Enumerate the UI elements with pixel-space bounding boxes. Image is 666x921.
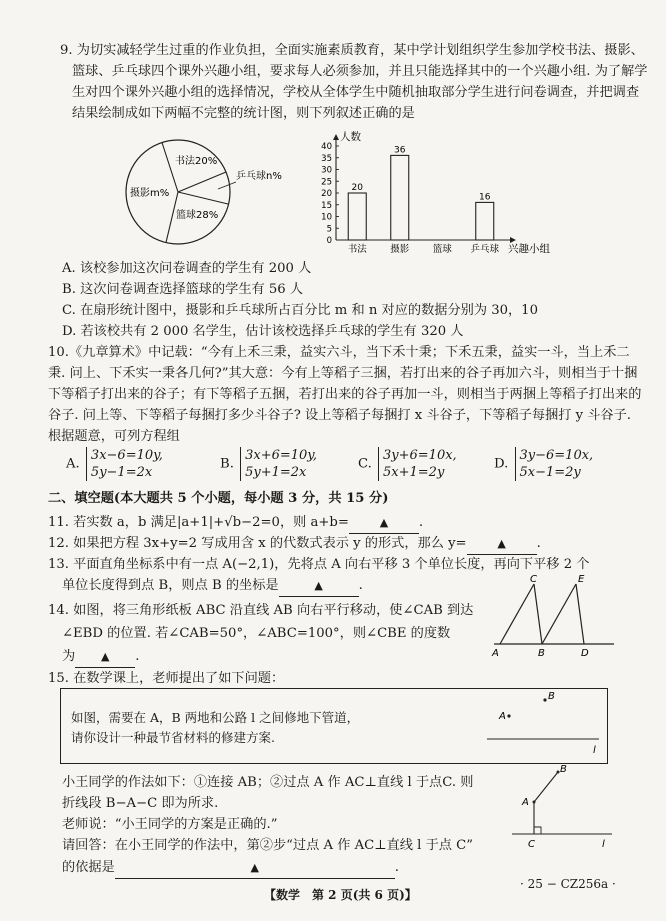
q10-option-a[interactable]	[66, 447, 163, 481]
q11-answer-blank[interactable]	[349, 512, 419, 534]
q15-answer-mark: ▲	[250, 861, 259, 874]
q15-answer-blank[interactable]	[115, 857, 395, 879]
bar-chart-category-label: 乒乓球	[470, 244, 500, 255]
q10-option-c-system	[378, 447, 457, 481]
page-footer-code: · 25 − CZ256a ·	[520, 877, 616, 891]
q10-option-b[interactable]	[220, 447, 317, 481]
question-10-text: 10.《九章算术》中记载：“今有上禾三秉，益实六斗，当下禾十秉；下禾五秉，益实一斗，当上禾二秉. 问上、下禾实一秉各几何?”其大意：今有上等稻子三捆，若打出来的谷子再加六斗，则相当于十捆下等稻子打出来的谷子；有下等稻子五捆，若打出来的谷子再加一斗，则相当于两捆上等稻子打出来的谷子. 问上等、下等稻子每捆打多少斗谷子? 设上等稻子每捆打 x 斗谷子，下等稻子每捆打 y 斗谷子. 根据题意，可列方程组	[48, 345, 642, 444]
sol-fig-label-a: A	[522, 797, 529, 808]
q10-option-d-eq1: 3y−6=10x,	[519, 448, 594, 463]
q12-answer-mark: ▲	[497, 537, 506, 550]
question-13-line1: 13. 平面直角坐标系中有一点 A(−2,1)，先将点 A 向右平移 3 个单位长度，再向下平移 2 个	[48, 557, 590, 572]
q15-reason-text: 的依据是	[62, 860, 115, 875]
bar-chart-ytick-label: 5	[326, 224, 332, 235]
q9-option-c[interactable]: C. 在扇形统计图中，摄影和乒乓球所占百分比 m 和 n 对应的数据分别为 30，10	[62, 303, 538, 318]
sol-fig-label-b: B	[560, 764, 567, 775]
bar-chart-category-label: 篮球	[432, 244, 452, 255]
fig14-label-c: C	[530, 574, 537, 585]
q12-answer-blank[interactable]	[467, 533, 537, 555]
q10-option-d-label: D.	[494, 456, 509, 472]
q10-option-c-eq2: 5x+1=2y	[383, 465, 445, 480]
q15-solution-line4: 请回答：在小王同学的作法中，第②步“过点 A 作 AC⊥直线 l 于点 C”	[62, 838, 473, 853]
question-14-line2: ∠EBD 的位置. 若∠CAB=50°，∠ABC=100°，则∠CBE 的度数	[62, 626, 451, 641]
question-15-line1: 15. 在数学课上，老师提出了如下问题：	[48, 671, 285, 686]
q13-end: .	[358, 578, 363, 593]
q9-option-b[interactable]: B. 这次问卷调查选择篮球的学生有 56 人	[62, 282, 304, 297]
bar-chart-ytick-label: 0	[326, 236, 332, 246]
q10-option-a-eq1: 3x−6=10y,	[90, 448, 163, 463]
q15-solution-line2: 折线段 B−A−C 即为所求.	[62, 796, 219, 811]
bar-chart-xlabel: 兴趣小组	[508, 243, 550, 255]
bar-chart-ylabel: 人数	[340, 131, 361, 143]
bar-chart-data-label: 20	[351, 183, 363, 193]
box-fig-label-l: l	[593, 745, 596, 756]
q15-solution-line1: 小王同学的作法如下：①连接 AB；②过点 A 作 AC⊥直线 l 于点C. 则	[62, 775, 474, 790]
q11-end: .	[418, 515, 424, 530]
q10-option-c-label: C.	[358, 456, 372, 472]
bar-chart-ytick-label: 30	[321, 165, 332, 176]
question-9-text: 9. 为切实减轻学生过重的作业负担，全面实施素质教育，某中学计划组织学生参加学校书法、摄影、篮球、乒乓球四个课外兴趣小组，要求每人必须参加，并且只能选择其中的一个兴趣小组. 为了解学生对四个课外兴趣小组的选择情况，学校从全体学生中随机抽取部分学生进行问卷调查，并把调查结果绘制成如下两幅不完整的统计图，则下列叙述正确的是	[60, 43, 648, 121]
pie-label-basketball: 篮球28%	[176, 210, 219, 221]
q10-option-d-system	[515, 447, 594, 481]
bar-chart-ytick-label: 20	[321, 189, 332, 199]
q11-answer-mark: ▲	[379, 516, 389, 529]
bar-chart-ytick-label: 40	[321, 142, 332, 152]
bar-chart-data-label: 36	[394, 145, 406, 156]
q10-option-b-eq1: 3x+6=10y,	[245, 448, 318, 463]
question-14-line3	[62, 646, 139, 668]
q14-answer-blank[interactable]	[75, 646, 135, 668]
q10-option-b-system	[240, 447, 317, 481]
q10-option-c-eq1: 3y+6=10x,	[383, 448, 457, 463]
bar-chart-bar	[348, 193, 366, 240]
question-13-line2	[62, 575, 363, 597]
q10-option-d[interactable]	[494, 447, 593, 481]
q12-end: .	[536, 536, 541, 551]
q14-text: 为	[62, 649, 76, 664]
q13-text: 单位长度得到点 B，则点 B 的坐标是	[62, 578, 279, 593]
pie-chart	[116, 134, 316, 254]
q14-answer-mark: ▲	[100, 650, 110, 663]
page-footer-center: 【数学 第 2 页(共 6 页)】	[264, 888, 417, 902]
bar-chart-ytick-label: 35	[321, 153, 332, 164]
sol-fig-label-l: l	[602, 839, 605, 850]
fig14-label-e: E	[578, 574, 585, 585]
box-fig-label-a: A	[499, 711, 506, 722]
fig14-label-a: A	[492, 648, 499, 658]
bar-chart	[318, 128, 568, 262]
q10-option-a-system	[86, 447, 163, 481]
q15-solution-line5	[62, 857, 399, 879]
question-11	[48, 512, 423, 534]
q15-box-figure	[481, 689, 607, 763]
fig14-label-b: B	[538, 648, 545, 658]
question-14-line1: 14. 如图，将三角形纸板 ABC 沿直线 AB 向右平行移动，使∠CAB 到达	[48, 603, 474, 618]
bar-chart-category-label: 摄影	[390, 244, 410, 255]
box-fig-label-b: B	[548, 691, 555, 702]
q15-box-line2: 请你设计一种最节省材料的修建方案.	[71, 730, 275, 745]
q10-option-c[interactable]	[358, 447, 457, 481]
pie-label-photo: 摄影m%	[130, 188, 170, 199]
bar-chart-bar	[476, 202, 494, 240]
bar-chart-ytick-label: 25	[321, 177, 332, 188]
bar-chart-category-label: 书法	[347, 244, 367, 255]
bar-chart-ytick-label: 10	[321, 212, 332, 223]
section-2-title: 二、填空题(本大题共 5 个小题，每小题 3 分，共 15 分)	[48, 491, 389, 506]
q11-text: 11. 若实数 a，b 满足|a+1|+√b−2=0，则 a+b=	[48, 515, 349, 530]
q15-end: .	[394, 860, 399, 875]
q13-answer-blank[interactable]	[279, 575, 359, 597]
q13-answer-mark: ▲	[314, 579, 323, 592]
fig14-label-d: D	[581, 648, 589, 658]
q15-problem-box	[60, 688, 608, 764]
sol-fig-label-c: C	[528, 839, 535, 850]
q15-solution-figure	[508, 762, 618, 854]
q14-end: .	[135, 649, 140, 664]
bar-chart-data-label: 16	[479, 192, 491, 203]
q10-option-d-eq2: 5x−1=2y	[519, 465, 581, 480]
bar-chart-y-arrow	[333, 134, 339, 140]
bar-chart-bar	[391, 155, 409, 240]
pie-label-pingpong: 乒乓球n%	[236, 171, 282, 182]
q10-option-a-label: A.	[66, 456, 80, 472]
q9-option-d[interactable]: D. 若该校共有 2 000 名学生，估计该校选择乒乓球的学生有 320 人	[62, 324, 464, 339]
question-12	[48, 533, 541, 555]
bar-chart-ytick-label: 15	[321, 200, 332, 211]
q10-option-b-eq2: 5y+1=2x	[245, 465, 307, 480]
q10-option-a-eq2: 5y−1=2x	[90, 465, 153, 480]
q10-option-b-label: B.	[220, 456, 234, 472]
triangle-translation-figure	[486, 572, 626, 658]
q12-text: 12. 如果把方程 3x+y=2 写成用含 x 的代数式表示 y 的形式，那么 y=	[48, 536, 467, 551]
q15-box-line1: 如图，需要在 A，B 两地和公路 l 之间修地下管道，	[71, 710, 360, 725]
q9-option-a[interactable]: A. 该校参加这次问卷调查的学生有 200 人	[62, 261, 312, 276]
q15-solution-line3: 老师说：“小王同学的方案是正确的.”	[62, 817, 278, 832]
pie-label-calligraphy: 书法20%	[175, 156, 218, 167]
